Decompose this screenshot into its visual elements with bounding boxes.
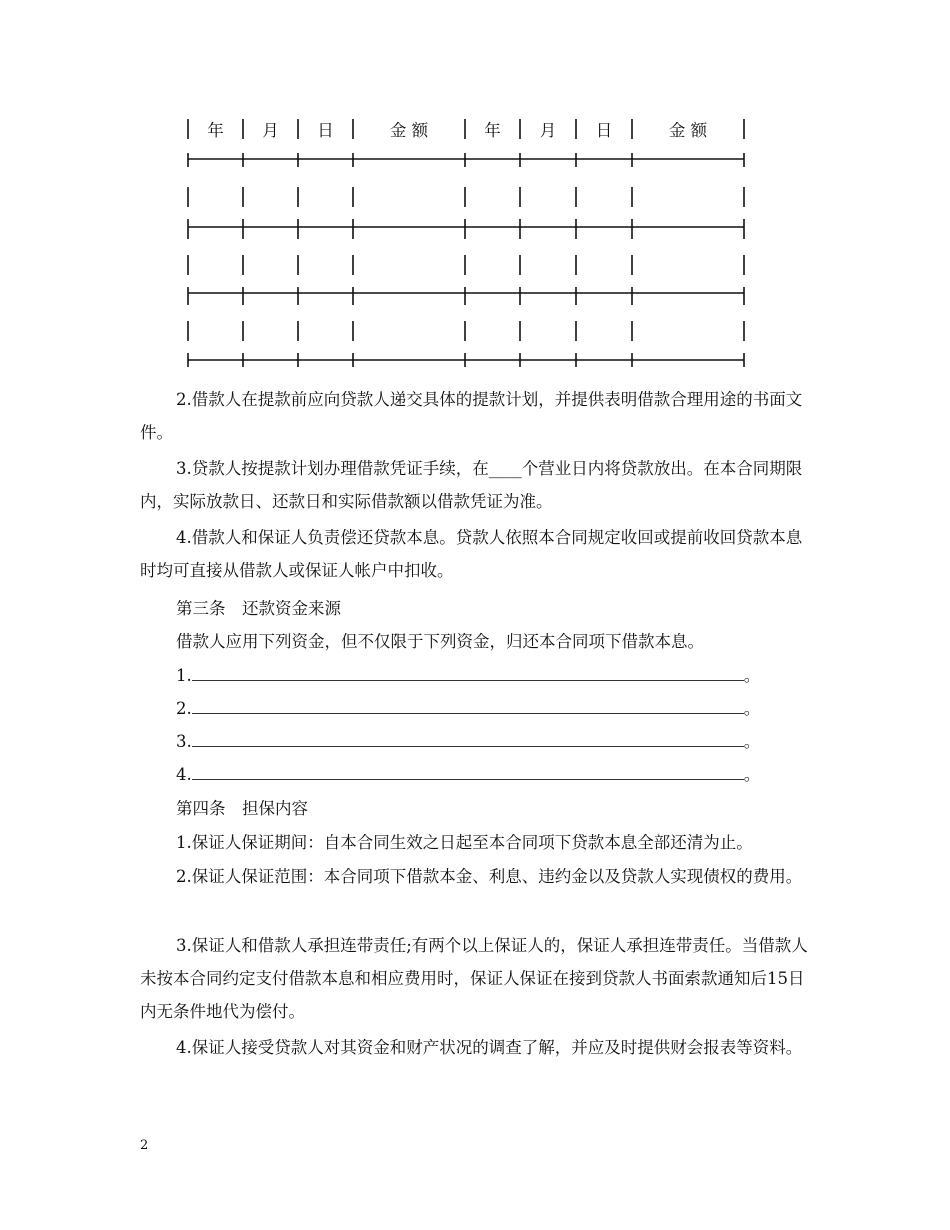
item-end: 。 (743, 732, 761, 751)
article-3-intro: 借款人应用下列资金，但不仅限于下列资金，归还本合同项下借款本息。 (176, 632, 704, 651)
item-number: 1. (176, 666, 192, 685)
article-4-guarantee-scope: 2.保证人保证范围：本合同项下借款本金、利息、违约金以及贷款人实现债权的费用。 (176, 867, 803, 886)
article-4-guarantee-period: 1.保证人保证期间：自本合同生效之日起至本合同项下贷款本息全部还清为止。 (176, 833, 753, 852)
item-number: 2. (176, 699, 192, 718)
table-header-7: 金 额 (668, 121, 708, 140)
table-header-2: 日 (317, 121, 334, 140)
item-number: 4. (176, 765, 192, 784)
table-header-5: 月 (539, 121, 557, 140)
fund-source-item-3 (176, 725, 760, 758)
article-4-joint-liability: 3.保证人和借款人承担连带责任;有两个以上保证人的，保证人承担连带责任。当借款人未按本合同约定支付借款本息和相应费用时，保证人保证在接到贷款人书面索款通知后15日内无条件地代为偿付。 (140, 936, 808, 1021)
article-4-financial-review: 4.保证人接受贷款人对其资金和财产状况的调查了解，并应及时提供财会报表等资料。 (176, 1038, 803, 1057)
item-end: 。 (743, 699, 761, 718)
blank-line[interactable] (192, 697, 744, 714)
article-3-title: 第三条 还款资金来源 (176, 599, 341, 618)
paragraph-loan-release: 3.贷款人按提款计划办理借款凭证手续，在____个营业日内将贷款放出。在本合同期限内，实际放款日、还款日和实际借款额以借款凭证为准。 (140, 459, 803, 511)
table-header-3: 金 额 (389, 121, 429, 140)
paragraph-drawdown-plan: 2.借款人在提款前应向贷款人递交具体的提款计划，并提供表明借款合理用途的书面文件。 (140, 390, 803, 442)
fund-source-item-2 (176, 692, 760, 725)
article-4-title: 第四条 担保内容 (176, 799, 308, 818)
fund-source-item-1 (176, 659, 760, 692)
item-end: 。 (743, 666, 761, 685)
blank-line[interactable] (192, 763, 744, 780)
fund-source-item-4 (176, 758, 760, 791)
table-header-0: 年 (207, 121, 224, 140)
item-end: 。 (743, 765, 761, 784)
page-number: 2 (140, 1138, 149, 1153)
paragraph-repayment-responsibility: 4.借款人和保证人负责偿还贷款本息。贷款人依照本合同规定收回或提前收回贷款本息时均可直接从借款人或保证人帐户中扣收。 (140, 528, 803, 580)
blank-line[interactable] (192, 730, 744, 747)
table-header-1: 月 (262, 121, 279, 140)
repayment-schedule-table (180, 115, 752, 371)
table-header-4: 年 (484, 121, 501, 140)
table-header-6: 日 (595, 121, 613, 140)
blank-line[interactable] (192, 664, 744, 681)
item-number: 3. (176, 732, 192, 751)
